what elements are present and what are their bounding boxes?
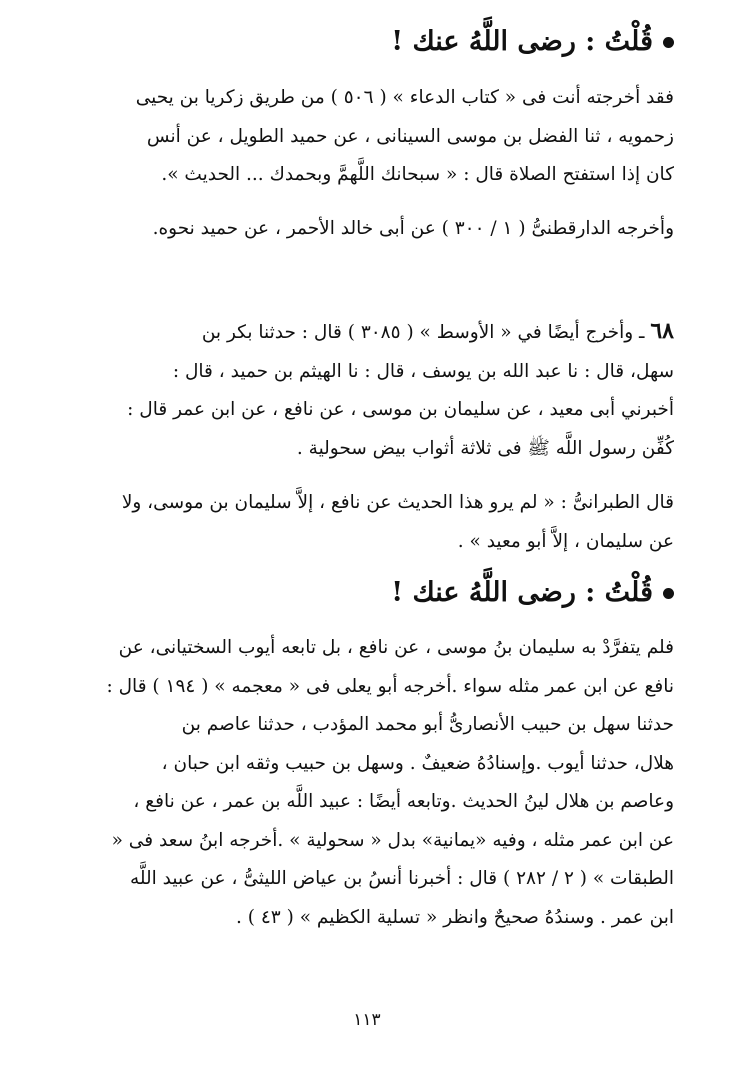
text-line: ابن عمر . وسندُهُ صحيحٌ وانظر « تسلية الكظيم » ( ٤٣ ) . xyxy=(235,906,674,928)
text-line: حدثنا سهل بن حبيب الأنصارىُّ أبو محمد المؤدب ، حدثنا عاصم بن xyxy=(181,714,674,735)
paragraph-4 xyxy=(60,629,674,937)
text-line: فلم يتفرَّدْ به سليمان بنُ موسى ، عن نافع ، بل تابعه أيوب السختيانى، عن xyxy=(118,637,674,658)
text-line: وأخرجه الدارقطنىُّ ( ١ / ٣٠٠ ) عن أبى خالد الأحمر ، عن حميد نحوه. xyxy=(152,218,674,239)
bullet-icon xyxy=(663,588,674,599)
paragraph-1 xyxy=(60,79,674,195)
page-number: ١١٣ xyxy=(353,1010,381,1030)
text-line: وعاصم بن هلال لينُ الحديث .وتابعه أيضًا : عبيد اللَّه بن عمر ، عن نافع ، xyxy=(133,791,674,812)
hadith-first-line: ٦٨ ـ وأخرج أيضًا في « الأوسط » ( ٣٠٨٥ ) قال : حدثنا بكر بن xyxy=(201,318,674,344)
text-line: هلال، حدثنا أيوب .وإسنادُهُ ضعيفٌ . وسهل بن حبيب وثقه ابن حبان ، xyxy=(161,752,674,774)
paragraph-3 xyxy=(60,484,674,561)
text-line: كُفِّن رسول اللَّه ﷺ فى ثلاثة أثواب بيض سحولية . xyxy=(296,437,674,459)
bullet-icon xyxy=(663,37,674,48)
text-line: أخبرني أبى معيد ، عن سليمان بن موسى ، عن نافع ، عن ابن عمر قال : xyxy=(127,399,674,420)
text-line: عن سليمان ، إلاَّ أبو معيد » . xyxy=(457,530,674,552)
text-line: زحمويه ، ثنا الفضل بن موسى السينانى ، عن حميد الطويل ، عن أنس xyxy=(146,125,674,147)
section-heading-1: قُلْتُ : رضى اللَّهُ عنك ! xyxy=(60,22,674,62)
text-line: نافع عن ابن عمر مثله سواء .أخرجه أبو يعلى فى « معجمه » ( ١٩٤ ) قال : xyxy=(106,675,674,697)
hadith-68 xyxy=(60,312,674,468)
section-heading-2: قُلْتُ : رضى اللَّهُ عنك ! xyxy=(60,573,674,613)
text-line: سهل، قال : نا عبد الله بن يوسف ، قال : نا الهيثم بن حميد ، قال : xyxy=(172,360,674,382)
hadith-number: ٦٨ xyxy=(650,318,674,344)
text-line: الطبقات » ( ٢ / ٢٨٢ ) قال : أخبرنا أنسُ بن عياض الليثىُّ ، عن عبيد اللَّه xyxy=(129,868,674,889)
paragraph-2 xyxy=(60,210,674,249)
text-line: فقد أخرجته أنت فى « كتاب الدعاء » ( ٥٠٦ ) من طريق زكريا بن يحيى xyxy=(135,87,674,108)
text-line: كان إذا استفتح الصلاة قال : « سبحانك اللَّهمَّ وبحمدك ... الحديث ». xyxy=(161,164,674,185)
text-line: قال الطبرانىُّ : « لم يرو هذا الحديث عن نافع ، إلاَّ سليمان بن موسى، ولا xyxy=(121,492,674,513)
text-line: عن ابن عمر مثله ، وفيه «يمانية» بدل « سحولية » .أخرجه ابنُ سعد فى « xyxy=(111,829,674,851)
